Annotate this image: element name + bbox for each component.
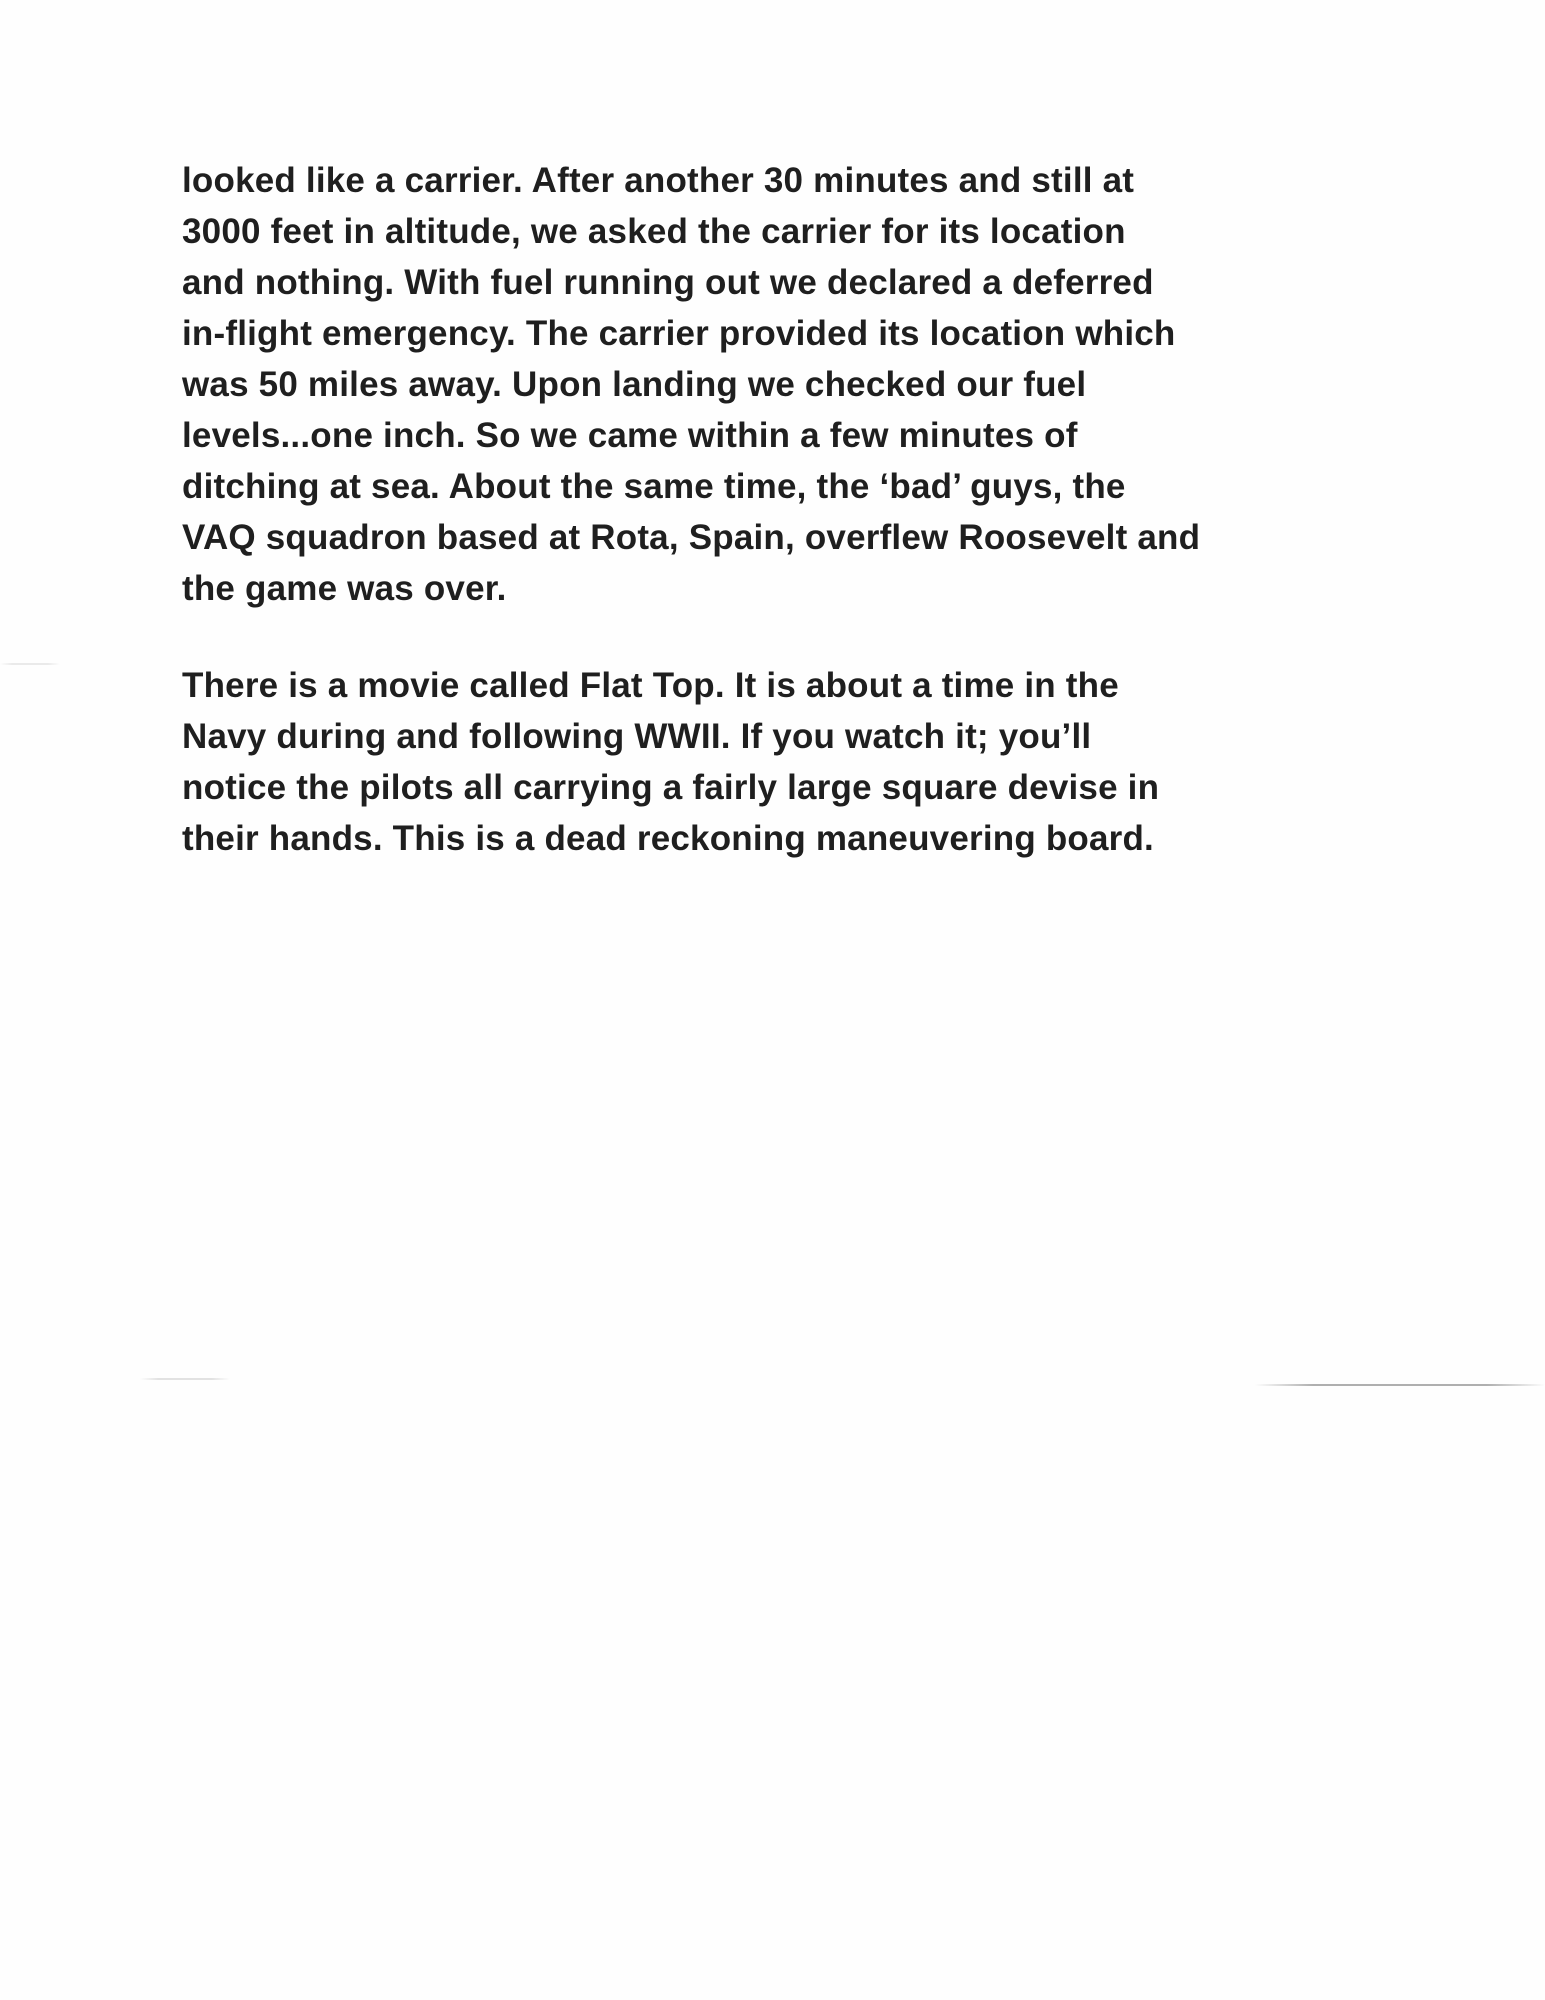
paper-fold-mark [1255,1384,1545,1386]
text-line: There is a movie called Flat Top. It is about a time in the [182,666,1119,705]
text-line: in-flight emergency. The carrier provided its location which [182,314,1176,353]
text-line: their hands. This is a dead reckoning maneuvering board. [182,819,1154,858]
text-line: was 50 miles away. Upon landing we checked our fuel [182,365,1087,404]
text-line: ditching at sea. About the same time, the ‘bad’ guys, the [182,467,1126,506]
text-line: notice the pilots all carrying a fairly large square devise in [182,768,1160,807]
text-line: and nothing. With fuel running out we declared a deferred [182,263,1154,302]
paper-fold-mark [140,1378,230,1380]
text-line: levels...one inch. So we came within a few minutes of [182,416,1078,455]
text-line: Navy during and following WWII. If you watch it; you’ll [182,717,1092,756]
text-line: looked like a carrier. After another 30 minutes and still at [182,161,1135,200]
paragraph-1 [182,155,1382,614]
paragraph-2 [182,660,1382,864]
text-line: the game was over. [182,569,507,608]
paper-fold-mark [0,663,60,665]
text-line: 3000 feet in altitude, we asked the carrier for its location [182,212,1126,251]
text-line: VAQ squadron based at Rota, Spain, overflew Roosevelt and [182,518,1201,557]
